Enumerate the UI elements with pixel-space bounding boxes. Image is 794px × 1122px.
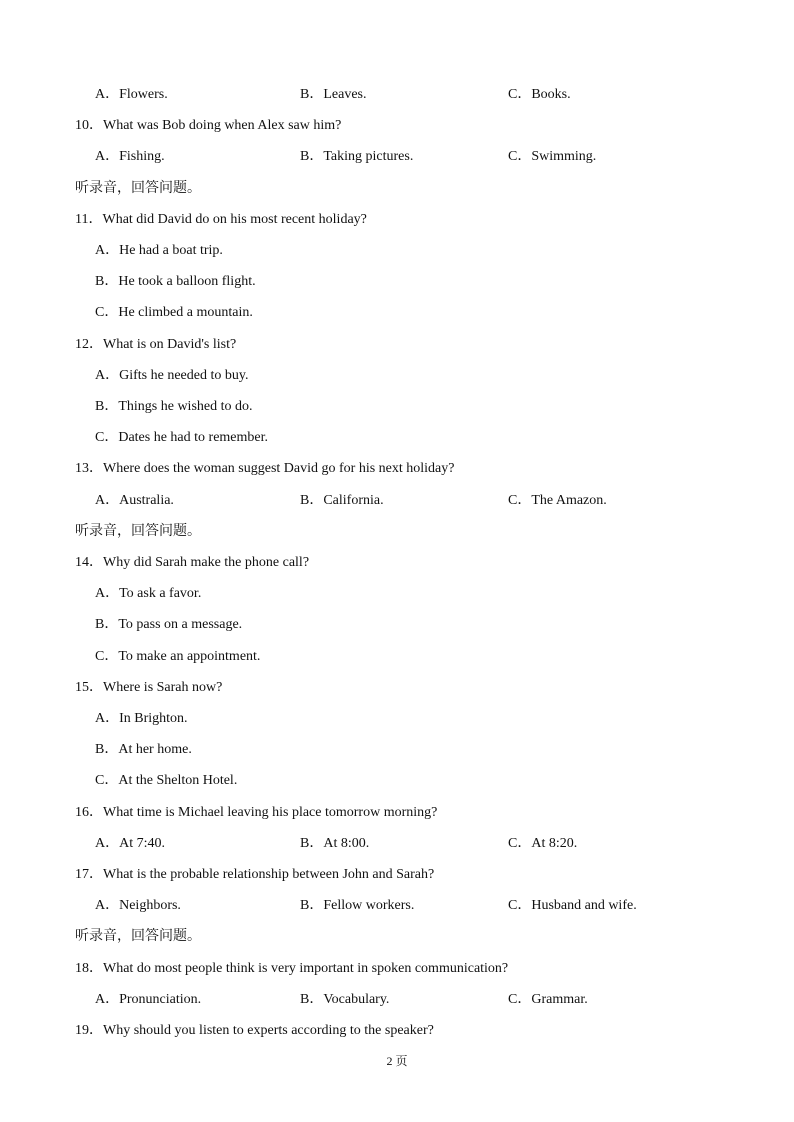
question-text: 12．What is on David's list? [75,336,237,352]
answer-option: B．He took a balloon flight. [95,274,256,290]
answer-option: C．Swimming. [508,149,597,165]
question-text: 19．Why should you listen to experts according to the speaker? [75,1023,434,1038]
answer-option-line [0,613,794,633]
answer-option-line [0,364,794,384]
answer-option: C．He climbed a mountain. [95,305,253,321]
answer-option-line [0,426,794,446]
answer-option: B．At her home. [95,742,192,758]
question-text-line [0,676,794,696]
answer-option: C．At the Shelton Hotel. [95,773,238,789]
answer-option: A．He had a boat trip. [95,243,223,258]
answer-option: B．At 8:00. [300,835,370,851]
question-text-line [0,333,794,353]
answer-option: C．Grammar. [508,991,588,1007]
question-text: 15．Where is Sarah now? [75,679,223,695]
answer-option: A．Pronunciation. [95,991,202,1007]
section-instruction-line [0,520,794,540]
answer-option: C．Husband and wife. [508,898,637,914]
answer-option: C．At 8:20. [508,835,578,851]
question-text: 16．What time is Michael leaving his place tomorrow morning? [75,804,438,820]
options-row [0,894,794,914]
section-instruction-line [0,925,794,945]
section-instruction: 听录音，回答问题。 [75,523,201,539]
question-text: 17．What is the probable relationship between John and Sarah? [75,867,435,882]
answer-option: B．Fellow workers. [300,898,415,914]
question-text: 14．Why did Sarah make the phone call? [75,555,310,570]
section-instruction: 听录音，回答问题。 [75,180,201,196]
question-text: 13．Where does the woman suggest David go for his next holiday? [75,461,455,477]
options-row [0,145,794,165]
answer-option-line [0,301,794,321]
answer-option-line [0,769,794,789]
answer-option: A．At 7:40. [95,835,165,851]
answer-option-line [0,645,794,665]
options-row [0,988,794,1008]
answer-option: A．To ask a favor. [95,586,202,602]
answer-option-line [0,738,794,758]
answer-option: A．Flowers. [95,87,168,102]
answer-option: B．Things he wished to do. [95,399,253,414]
answer-option: B．To pass on a message. [95,617,243,633]
section-instruction: 听录音，回答问题。 [75,929,201,945]
answer-option: A．In Brighton. [95,711,188,726]
question-text-line [0,114,794,134]
answer-option: A．Gifts he needed to buy. [95,367,249,383]
answer-option-line [0,395,794,415]
options-row [0,832,794,852]
answer-option-line [0,239,794,259]
answer-option: C．Books. [508,87,571,102]
question-text-line [0,457,794,477]
question-text-line [0,801,794,821]
question-text-line [0,957,794,977]
question-text: 10．What was Bob doing when Alex saw him? [75,118,342,134]
answer-option: A．Australia. [95,492,174,508]
question-text-line [0,1019,794,1039]
answer-option: B．Leaves. [300,87,367,102]
section-instruction-line [0,177,794,197]
page-number: 2 页 [386,1054,408,1068]
answer-option-line [0,582,794,602]
answer-option: A．Fishing. [95,149,165,165]
answer-option: C．To make an appointment. [95,648,261,664]
answer-option-line [0,270,794,290]
question-text-line [0,208,794,228]
answer-option: C．Dates he had to remember. [95,430,269,446]
question-text-line [0,551,794,571]
answer-option: A．Neighbors. [95,898,181,914]
question-text: 11．What did David do on his most recent holiday? [75,211,367,227]
options-row [0,83,794,103]
answer-option: B．Taking pictures. [300,149,414,165]
answer-option: B．Vocabulary. [300,991,390,1007]
options-row [0,489,794,509]
answer-option-line [0,707,794,727]
question-text: 18．What do most people think is very important in spoken communication? [75,960,509,976]
question-text-line [0,863,794,883]
answer-option: C．The Amazon. [508,492,607,508]
answer-option: B．California. [300,492,384,508]
